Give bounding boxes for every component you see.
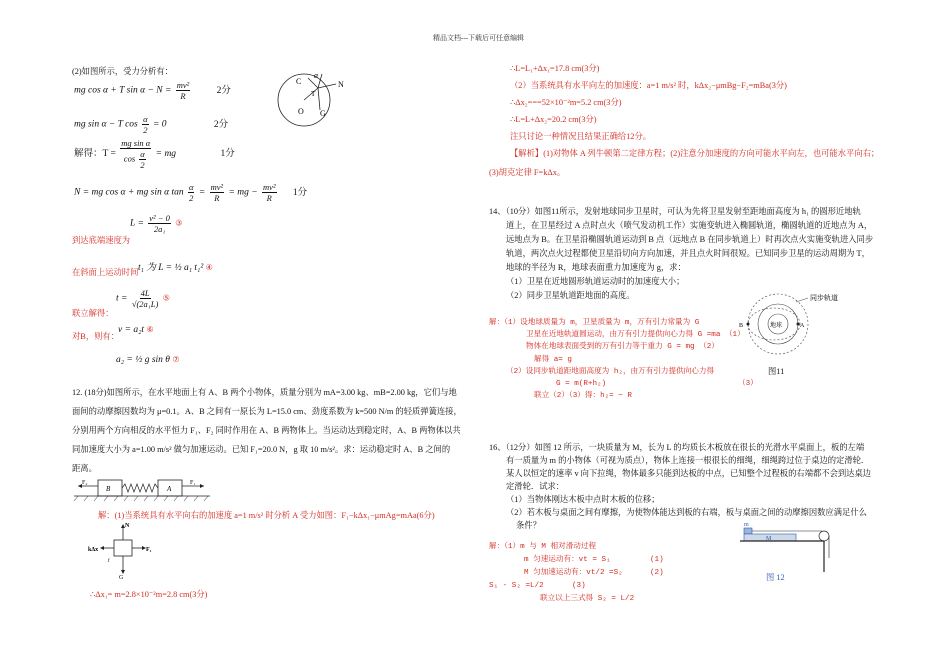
solution-16-line-4: S₁ - S₂ =L/2	[489, 582, 544, 590]
label-sync-orbit: 同步轨道	[810, 294, 838, 302]
problem-12-line-2: 面间的动摩擦因数均为 μ=0.1。A、B 之间有一原长为 L=15.0 cm、劲度系数为 k=500 N/m 的轻质弹簧连接，	[72, 407, 462, 416]
equation-2: mg sin α − T cos $\frac{\alpha}{2}$ = 0 2分	[74, 114, 229, 135]
step-combine-label: 联立解得：	[72, 309, 114, 318]
solution-16-mark-2: (2)	[650, 569, 664, 577]
label-big-m: M	[766, 536, 772, 542]
r-line-5: 注只讨论一种情况且结果正确给12分。	[510, 132, 652, 141]
problem-12-line-5: 距离。	[72, 464, 97, 473]
problem-16-line-4: 定滑轮．试求：	[506, 482, 565, 491]
label-block-a: A	[167, 485, 172, 493]
label-f2: F₂	[82, 480, 88, 486]
label-friction: f	[108, 559, 110, 564]
solution-14-line-7: 联立（2）（3）得：h₂= − R	[534, 392, 632, 400]
label-orbit-b: B	[739, 323, 744, 329]
step-speed-formula: L = $\frac{\text{v² − 0}}{\text{2a₁}}$ ③	[130, 213, 183, 234]
step-speed-label: 到达底端速度为	[72, 236, 131, 245]
problem-14-line-1: 14、（10分）如图11所示，发射地球同步卫星时，可认为先将卫星发射至距地面高度为 h₁ 的圆形近地轨	[489, 207, 861, 216]
solution-16-line-5: 联立以上三式得 S₂ = L/2	[540, 595, 635, 603]
problem-16-question-2b: 条件？	[516, 521, 541, 530]
r-line-3: ∴Δx₂===52×10⁻²m=5.2 cm(3分)	[510, 98, 622, 107]
problem-14-line-2: 道上，在卫星经过 A 点时点火（喷气发动机工作）实施变轨进入椭圆轨道，椭圆轨道的近地点为 A，	[506, 221, 873, 230]
part2-intro: (2)如图所示，受力分析有：	[72, 67, 173, 76]
solution-16-mark-3: (3)	[572, 582, 586, 590]
step-a2-formula: a₂ = ½ g sin θ ⑦	[116, 355, 180, 365]
label-normal: N	[125, 523, 130, 529]
problem-14-line-4: 轨道，两次点火过程都使卫星沿切向方向加速，并且点火时间很短。已知同步卫星的运动周期为 T，	[506, 249, 870, 258]
r-line-4: ∴L=L+Δx₂=20.2 cm(3分)	[510, 115, 597, 124]
solution-14-line-6: G = m(R+h₂)	[556, 380, 607, 388]
label-g: G	[320, 109, 326, 118]
figure-12-caption: 图 12	[766, 573, 785, 582]
problem-16-line-2: 有一质量为 m 的小物体（可视为质点），物体上连接一根很长的细绳，细绳跨过位于桌边的定滑轮．	[506, 456, 870, 465]
board-pulley-figure	[740, 518, 840, 574]
r-line-2: （2）当系统具有水平向左的加速度：a=1 m/s² 时，kΔx₂−μmBg−F₂=mBa(3分)	[510, 81, 787, 90]
solution-14-line-2: 卫星在近地轨道圆运动，由万有引力提供向心力得 G =ma （1）	[526, 331, 745, 339]
solution-16-line-3: M 匀加速运动有：vt/2 =S₂	[524, 569, 623, 577]
page-header: 精品文档---下载后可任意编辑	[433, 34, 524, 42]
force-diagram-circle	[276, 70, 356, 128]
r-analysis-2: (3)胡克定律 F=kΔx。	[489, 168, 566, 177]
label-f1: F₁	[190, 480, 196, 486]
step-time-formula: t₁ 为 L = ½ a₁ t₁² ④	[138, 263, 213, 273]
orbit-figure	[734, 290, 864, 360]
problem-14-question-2: （2）同步卫星轨道距地面的高度。	[506, 291, 635, 300]
problem-14-question-1: （1）卫星在近地圆形轨道运动时的加速度大小；	[506, 277, 685, 286]
problem-14-line-5: 地球的半径为 R，地球表面重力加速度为 g，求：	[506, 263, 686, 272]
solution-12-line: 解：(1)当系统具有水平向右的加速度 a=1 m/s² 时分析 A 受力如图：F₁−kΔx₁−μmAg=mAa(6分)	[98, 511, 435, 520]
label-small-m: m	[744, 522, 749, 528]
solution-14-line-4: 解得 a= g	[534, 356, 572, 364]
label-block-b: B	[106, 485, 111, 493]
solution-14-line-3: 物体在地球表面受到的万有引力等于重力 G = mg （2）	[526, 343, 719, 351]
label-orbit-a: A	[800, 323, 805, 329]
label-gravity: G	[119, 575, 124, 580]
r-analysis-1: 【解析】(1)对物体 A 列牛顿第二定律方程；(2)注意分加速度的方向可能水平向左，也可能水平向右；	[510, 149, 880, 158]
label-spring-force: kΔx	[88, 547, 99, 553]
result-12-line: ∴Δx₁= m=2.8×10⁻²m=2.8 cm(3分)	[90, 590, 208, 599]
step-time-label: 在斜面上运动时间	[72, 268, 139, 277]
problem-16-line-3: 某人以恒定的速率 v 向下拉绳，物体最多只能到达板的中点，已知整个过程板的右端都不会到达桌边	[506, 469, 872, 478]
solution-16-line-1: 解：（1）m 与 M 相对滑动过程	[489, 543, 597, 551]
problem-12-line-1: 12. (18分)如图所示，在水平地面上有 A、B 两个小物体，质量分别为 mA=3.00 kg、mB=2.00 kg，它们与地	[72, 388, 457, 397]
solution-16-mark-1: (1)	[650, 556, 664, 564]
solution-14-line-5: （2）设同步轨道距地面高度为 h₂，由万有引力提供向心力得	[506, 368, 715, 376]
solution-14-line-1: 解：（1）设地球质量为 m，卫星质量为 m，万有引力常量为 G	[489, 319, 700, 327]
equation-4: N = mg cos α + mg sin α tan $\frac{\alpha}{2}$ = $\frac{\text{mv²}}{R}$ = mg − $\frac{\text{mv²}}{R}$ 1分	[74, 182, 308, 203]
label-t: T	[311, 90, 316, 98]
figure-11-caption: 图11	[768, 367, 785, 376]
free-body-diagram	[84, 520, 164, 580]
label-o: O	[298, 107, 304, 116]
label-f1-fbd: F₁	[146, 547, 152, 553]
equation-3: 解得：T = mg sin α cos $\frac{\alpha}{2}$ = mg 1分	[74, 138, 235, 170]
r-line-1: ∴L=L₁+Δx₁=17.8 cm(3分)	[510, 64, 600, 73]
label-alpha: α	[314, 71, 319, 80]
step-b-formula: v = a₂t ⑥	[118, 325, 154, 335]
label-n: N	[338, 80, 344, 89]
label-earth: 地球	[770, 323, 783, 329]
step-combine-formula: t = $\frac{4L}{\text{√(2a₁L)}}$ ⑤	[116, 288, 170, 309]
problem-14-line-3: 远地点为 B。在卫星沿椭圆轨道运动到 B 点（远地点 B 在同步轨道上）时再次点火实施变轨进入同步	[506, 235, 874, 244]
problem-16-question-1: （1）当物体刚达木板中点时木板的位移；	[506, 495, 660, 504]
problem-16-line-1: 16、（12分）如图 12 所示，一块质量为 M，长为 L 的均质长木板放在很长的光滑水平桌面上，板的左端	[489, 443, 865, 452]
spring-blocks-figure	[72, 476, 212, 506]
label-c: C	[296, 77, 302, 86]
problem-12-line-4: 同加速度大小为 a=1.00 m/s² 做匀加速运动。已知 F₁=20.0 N，g 取 10 m/s²。求：运动稳定时 A、B 之间的	[72, 445, 451, 454]
solution-16-line-2: m 匀速运动有：vt = S₁	[524, 556, 611, 564]
problem-12-line-3: 分别用两个方向相反的水平恒力 F₁、F₂ 同时作用在 A、B 两物体上。当运动达到稳定时，A、B 两物体以共	[72, 426, 461, 435]
problem-16-question-2: （2）若木板与桌面之间有摩擦，为使物体能达到板的右端，板与桌面之间的动摩擦因数应满足什么	[506, 508, 867, 517]
solution-14-mark-3: （3）	[738, 380, 758, 388]
equation-1: mg cos α + T sin α − N = $\frac{\text{mv²}}{R}$ 2分	[74, 80, 231, 101]
step-b-label: 对B，则有：	[72, 332, 120, 341]
